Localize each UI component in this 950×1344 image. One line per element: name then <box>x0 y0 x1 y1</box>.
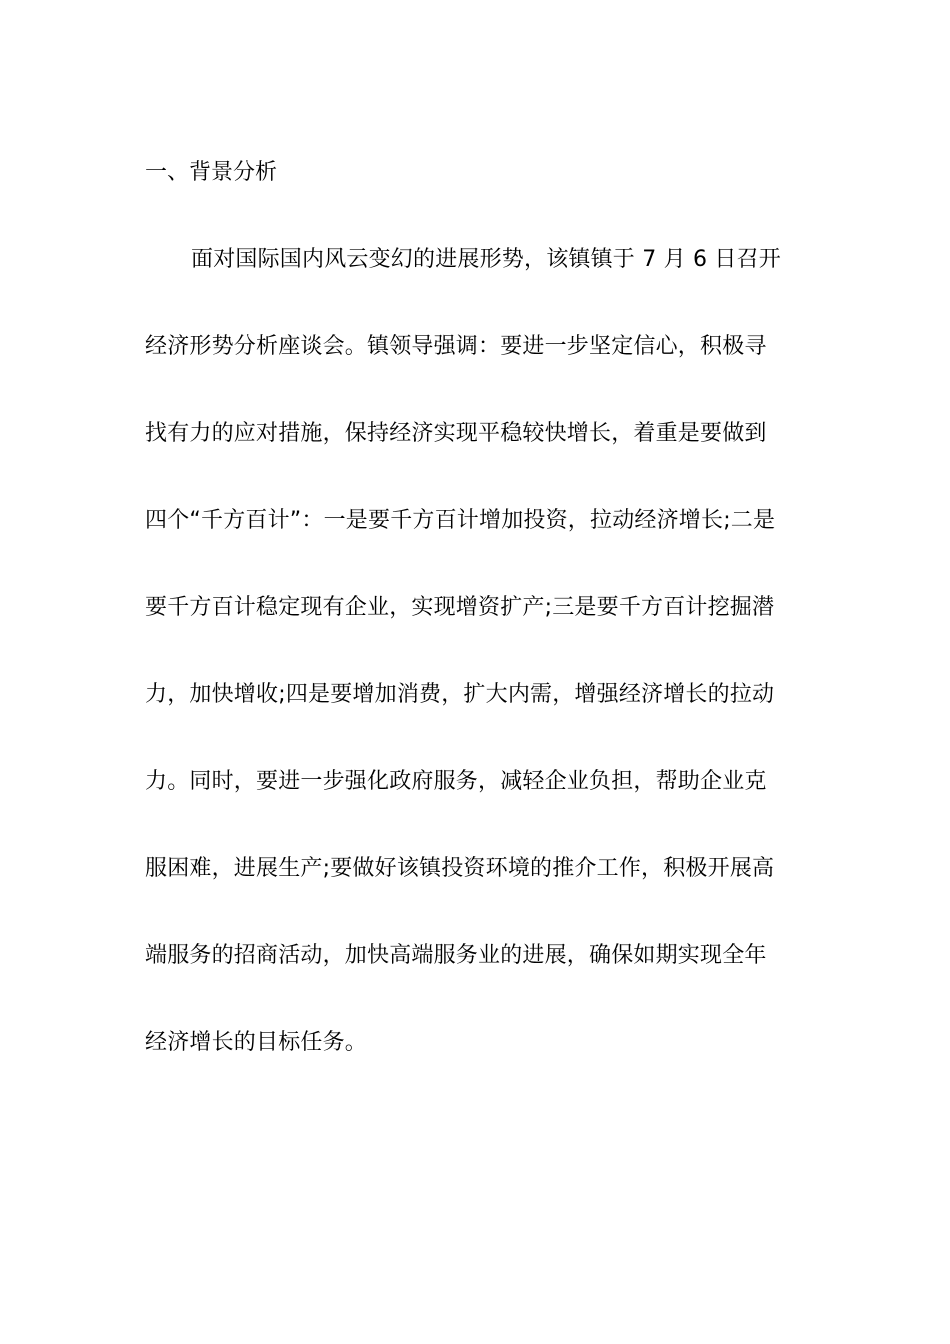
paragraph-line-5: 要千方百计稳定现有企业，实现增资扩产;三是要千方百计挖掘潜 <box>145 595 775 620</box>
paragraph-line-3: 找有力的应对措施，保持经济实现平稳较快增长，着重是要做到 <box>145 421 767 446</box>
paragraph-line-9: 端服务的招商活动，加快高端服务业的进展，确保如期实现全年 <box>145 943 767 968</box>
paragraph-line-4: 四个“千方百计”：一是要千方百计增加投资，拉动经济增长;二是 <box>145 508 776 533</box>
section-heading: 一、背景分析 <box>145 160 278 185</box>
paragraph-line-7: 力。同时，要进一步强化政府服务，减轻企业负担，帮助企业克 <box>145 769 767 794</box>
paragraph-line-2: 经济形势分析座谈会。镇领导强调：要进一步坚定信心，积极寻 <box>145 334 767 359</box>
paragraph-line-6: 力，加快增收;四是要增加消费，扩大内需，增强经济增长的拉动 <box>145 682 775 707</box>
paragraph-line-8: 服困难，进展生产;要做好该镇投资环境的推介工作，积极开展高 <box>145 856 775 881</box>
paragraph-line-1: 面对国际国内风云变幻的进展形势，该镇镇于 7 月 6 日召开 <box>191 247 781 272</box>
paragraph-line-10: 经济增长的目标任务。 <box>145 1030 368 1055</box>
